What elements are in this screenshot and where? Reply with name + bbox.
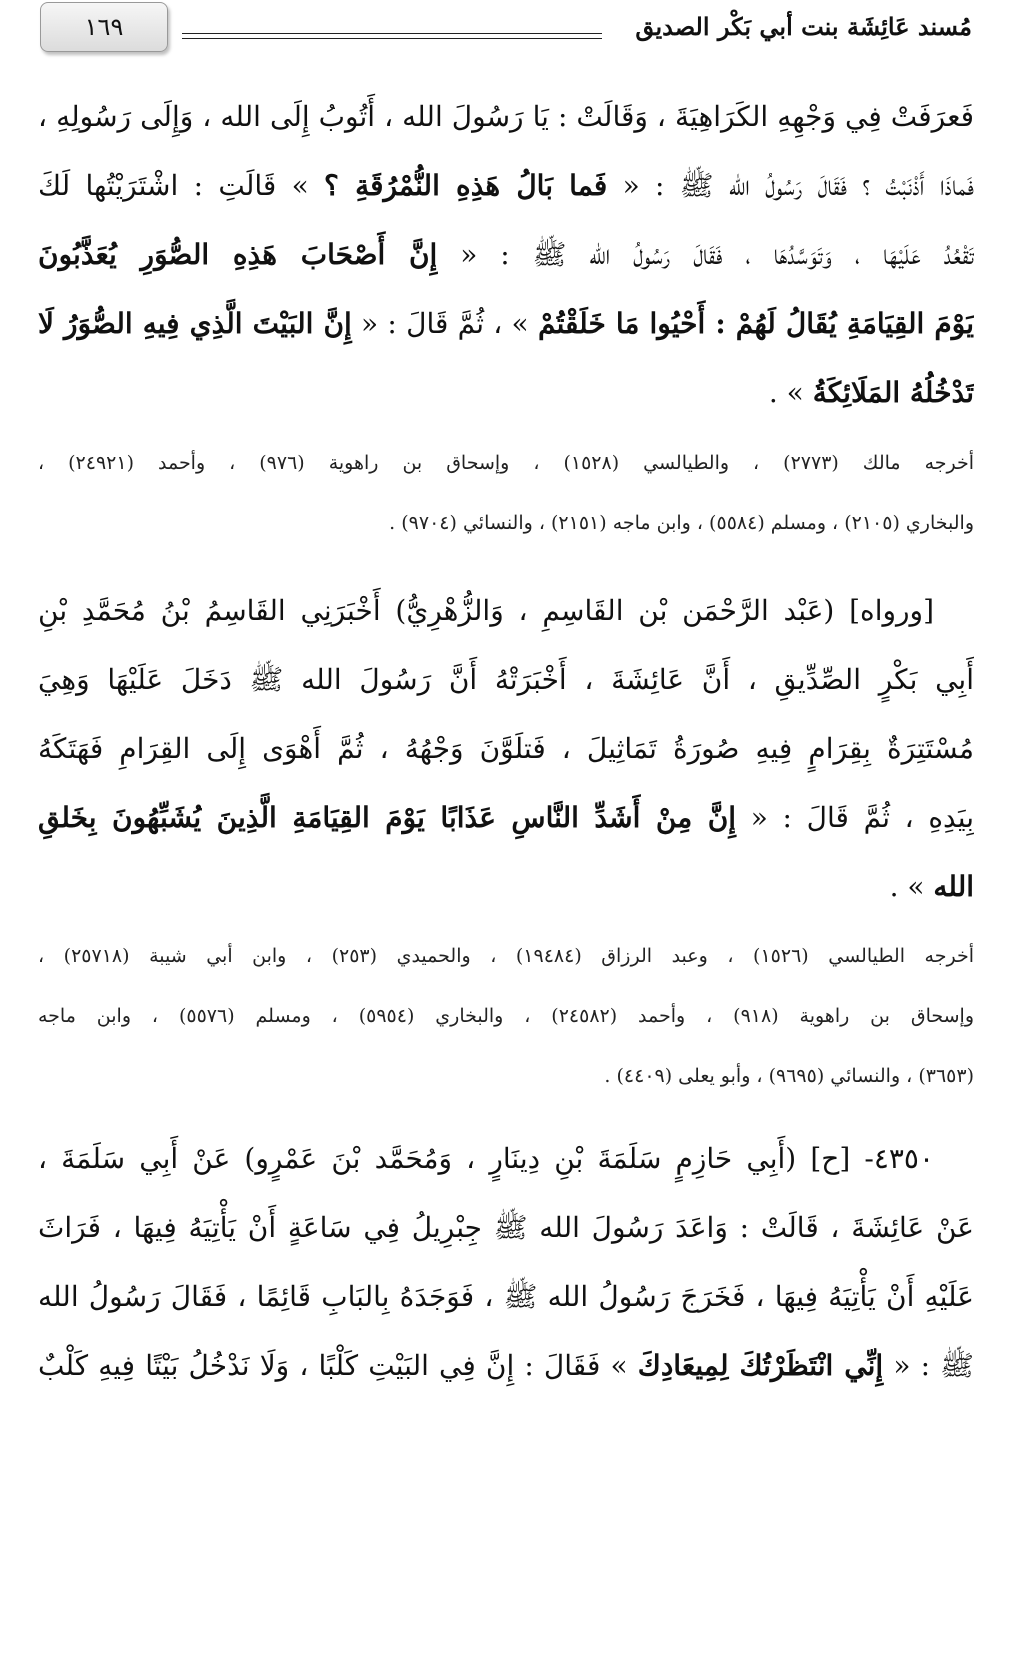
prophetic-saying: إِنَّ مِنْ أَشَدِّ النَّاسِ عَذَابًا يَوْمَ القِيَامَةِ الَّذِينَ يُشَبِّهُونَ بِخَلقِ [38, 801, 737, 834]
prophetic-saying: إِنِّي انْتَظَرْتُكَ لِمِيعَادِكَ [637, 1349, 884, 1382]
text-line: تَقْعُدُ عَلَيْهَا ، وَتَوَسَّدُهَا ، فَقَالَ رَسُولُ الله ﷺ : « إِنَّ أَصْحَابَ هَذِهِ الصُّوَرِ يُعَذَّبُونَ [38, 238, 974, 271]
footnote-line: والبخاري (٢١٠٥) ، ومسلم (٥٥٨٤) ، وابن ماجه (٢١٥١) ، والنسائي (٩٧٠٤) . [389, 512, 974, 534]
text-line: ٤٣٥٠- [ح] (أَبِي حَازِمٍ سَلَمَةَ بْنِ دِينَارٍ ، وَمُحَمَّد بْنَ عَمْرٍو) عَنْ أَبِي سَلَمَةَ ، [38, 1142, 934, 1175]
page-number-badge: ١٦٩ [40, 2, 168, 52]
prophetic-saying: إِنَّ البَيْتَ الَّذِي فِيهِ الصُّوَرُ لَا [38, 307, 352, 340]
text-line: عَنْ عَائِشَةَ ، قَالَتْ : وَاعَدَ رَسُولَ الله ﷺ جِبْرِيلُ فِي سَاعَةٍ أَنْ يَأْتِيَهُ فِيهَا ، فَرَاثَ [38, 1211, 974, 1244]
prophetic-saying: تَدْخُلُهُ المَلَائِكَةُ [812, 376, 974, 409]
running-header [36, 0, 976, 60]
book-title: مُسند عَائِشَة بنت أبي بَكْر الصديق [635, 12, 972, 41]
footnote-line: أخرجه الطيالسي (١٥٢٦) ، وعبد الرزاق (١٩٤٨٤) ، والحميدي (٢٥٣) ، وابن أبي شيبة (٢٥٧١٨) ، [38, 945, 974, 967]
prophetic-saying: يَوْمَ القِيَامَةِ يُقَالُ لَهُمْ : أَحْيُوا مَا خَلَقْتُمْ [537, 307, 974, 340]
prophetic-saying: الله [933, 870, 974, 903]
footnote-line: (٣٦٥٣) ، والنسائي (٩٦٩٥) ، وأبو يعلى (٤٤٠٩) . [604, 1065, 974, 1087]
prophetic-saying: فَما بَالُ هَذِهِ النُّمْرُقَةِ ؟ [324, 169, 608, 202]
hadith-passage-1 [38, 82, 974, 427]
header-rule [182, 38, 602, 39]
text-line: تَدْخُلُهُ المَلَائِكَةُ » . [768, 376, 974, 409]
footnote-line: أخرجه مالك (٢٧٧٣) ، والطيالسي (١٥٢٨) ، وإسحاق بن راهوية (٩٧٦) ، وأحمد (٢٤٩٢١) ، [38, 452, 974, 474]
text-line: مُسْتَتِرَةٌ بِقِرَامٍ فِيهِ صُورَةُ تَمَاثِيلَ ، فَتلَوَّنَ وَجْهُهُ ، ثُمَّ أَهْوَى إِلَى القِرَامِ فَهَتَكَهُ [38, 732, 974, 765]
text-line: فَماذَا أَذْنَبْتُ ؟ فَقَالَ رَسُولُ الله ﷺ : « فَما بَالُ هَذِهِ النُّمْرُقَةِ ؟ » قَالَتِ : اشْتَرَيْتُها لَكَ [38, 169, 974, 202]
footnote-1 [38, 433, 974, 553]
footnote-2 [38, 926, 974, 1106]
prophetic-saying: إِنَّ أَصْحَابَ هَذِهِ الصُّوَرِ يُعَذَّبُونَ [38, 238, 438, 271]
hadith-passage-2 [38, 576, 974, 921]
header-rule [182, 33, 602, 34]
text-line: ﷺ : « إِنِّي انْتَظَرْتُكَ لِمِيعَادِكَ » فَقَالَ : إِنَّ فِي البَيْتِ كَلْبًا ، وَلَا نَدْخُلُ بَيْتًا فِيهِ كَلْبٌ [38, 1349, 974, 1382]
text-line: [ورواه] (عَبْد الرَّحْمَن بْن القَاسِمِ ، وَالزُّهْرِيُّ) أَخْبَرَنِي القَاسِمُ بْنُ مُحَمَّدِ بْنِ [38, 594, 934, 627]
text-line: الله » . [889, 870, 974, 903]
text-line: أَبِي بَكْرٍ الصِّدِّيقِ ، أَنَّ عَائِشَةَ ، أَخْبَرَتْهُ أَنَّ رَسُولَ الله ﷺ دَخَلَ عَلَيْهَا وَهِيَ [38, 663, 974, 696]
footnote-line: وإسحاق بن راهوية (٩١٨) ، وأحمد (٢٤٥٨٢) ، والبخاري (٥٩٥٤) ، ومسلم (٥٥٧٦) ، وابن ماجه [38, 1005, 974, 1027]
text-line: عَلَيْهِ أَنْ يَأْتِيَهُ فِيهَا ، فَخَرَجَ رَسُولُ الله ﷺ ، فَوَجَدَهُ بِالبَابِ قَائِمًا ، فَقَالَ رَسُولُ الله [38, 1280, 974, 1313]
text-line: بِيَدِهِ ، ثُمَّ قَالَ : « إِنَّ مِنْ أَشَدِّ النَّاسِ عَذَابًا يَوْمَ القِيَامَةِ الَّذِينَ يُشَبِّهُونَ بِخَلقِ [38, 801, 974, 834]
text-line: فَعرَفَتْ فِي وَجْهِهِ الكَرَاهِيَةَ ، وَقَالَتْ : يَا رَسُولَ الله ، أَتُوبُ إِلَى الله ، وَإِلَى رَسُولِهِ ، [38, 100, 974, 133]
text-line: يَوْمَ القِيَامَةِ يُقَالُ لَهُمْ : أَحْيُوا مَا خَلَقْتُمْ » ، ثُمَّ قَالَ : « إِنَّ البَيْتَ الَّذِي فِيهِ الصُّوَرُ لَا [38, 307, 974, 340]
hadith-passage-3 [38, 1124, 974, 1400]
